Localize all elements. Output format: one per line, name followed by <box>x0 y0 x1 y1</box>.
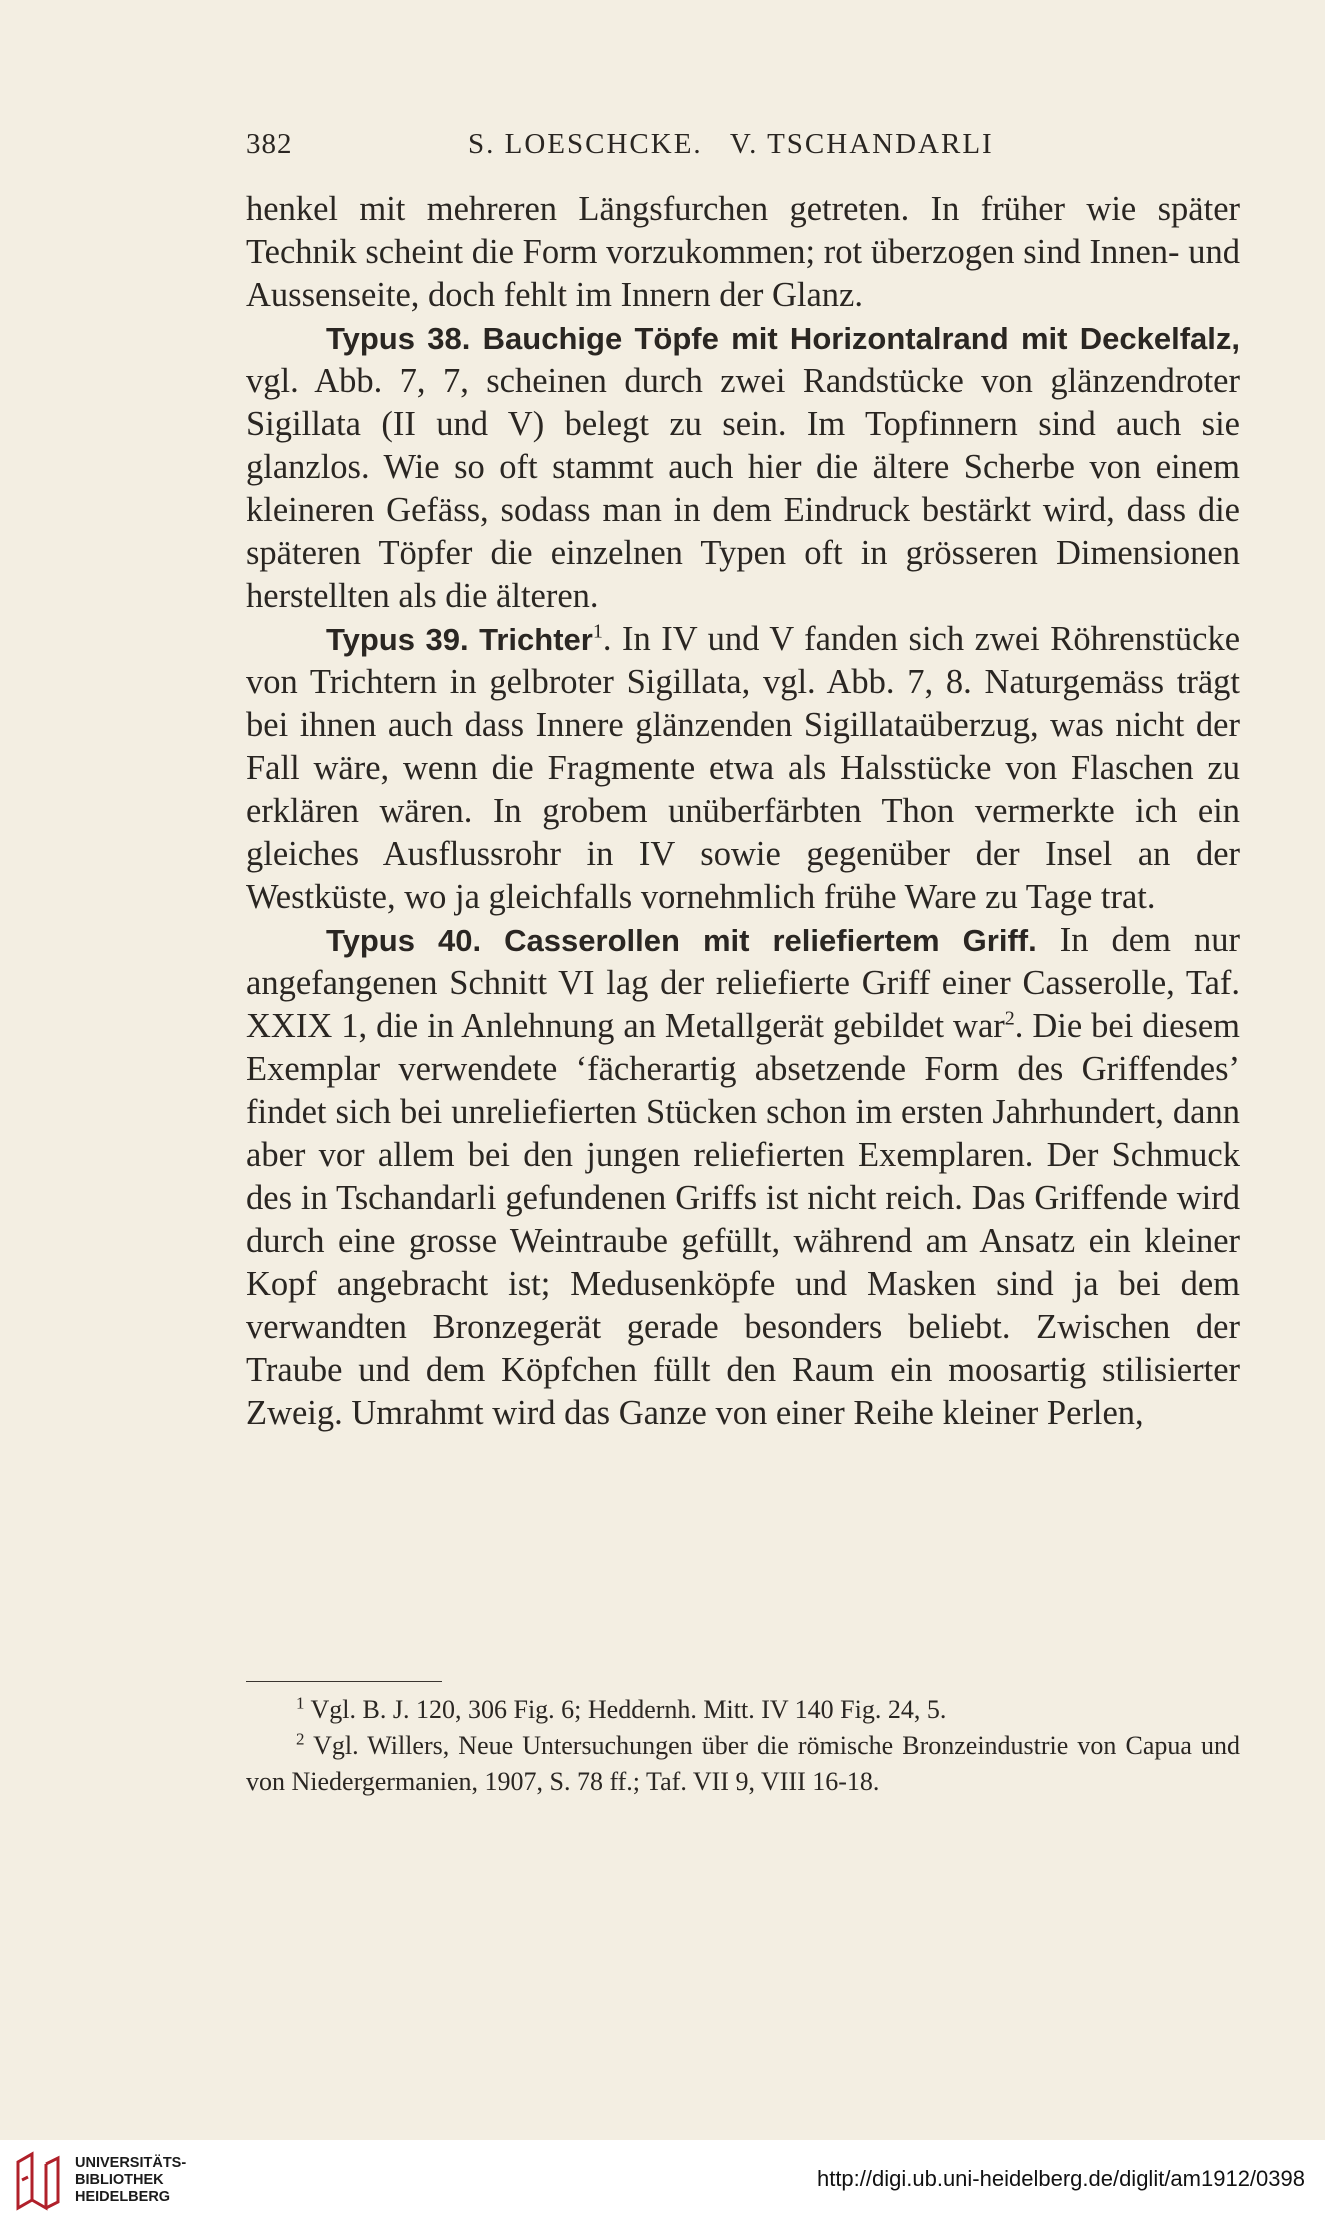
section-heading: Typus 39. Trichter <box>326 622 593 657</box>
source-url-link[interactable]: http://digi.ub.uni-heidelberg.de/diglit/am1912/0398 <box>816 2166 1305 2191</box>
footnote-ref: 1 <box>592 620 603 643</box>
footnote-divider <box>246 1681 442 1682</box>
footnote-1 <box>246 1692 1240 1728</box>
footnote-mark: 1 <box>296 1693 305 1713</box>
paragraph-text: In dem nur angefangenen Schnitt VI lag der reliefierte Griff einer Casserolle, Taf. XXIX 1, die in Anlehnung an Metallgerät gebildet war <box>246 921 1240 1045</box>
paragraph-typus-40 <box>246 919 1240 1435</box>
library-name <box>75 2155 186 2206</box>
paragraph-text: henkel mit mehreren Längsfurchen getreten. In früher wie später Technik scheint die Form vorzukommen; rot überzogen sind Innen- und Aussenseite, doch fehlt im Innern der Glanz. <box>246 190 1240 314</box>
library-name-line: BIBLIOTHEK <box>75 2172 164 2188</box>
footnote-mark: 2 <box>296 1729 305 1749</box>
section-heading: Typus 38. Bauchige Töpfe mit Horizontalrand mit Deckelfalz, <box>326 321 1240 356</box>
paragraph-typus-39 <box>246 618 1240 919</box>
paragraph-typus-38 <box>246 317 1240 618</box>
footnote-text: Vgl. Willers, Neue Untersuchungen über die römische Bronzeindustrie von Capua und von Niedergermanien, 1907, S. 78 ff.; Taf. VII 9, VIII 16-18. <box>246 1731 1240 1796</box>
library-logo-icon <box>12 2150 64 2214</box>
running-title: S. LOESCHCKE. V. TSCHANDARLI <box>468 128 994 160</box>
paragraph-text: . Die bei diesem Exemplar verwendete ‘fächerartig absetzende Form des Griffendes’ findet sich bei unreliefierten Stücken schon im ersten Jahrhundert, dann aber vor allem bei den jungen reliefierten Exemplaren. Der Schmuck des in Tschandarli gefundenen Griffs ist nicht reich. Das Griffende wird durch eine grosse Weintraube gefüllt, während am Ansatz ein kleiner Kopf angebracht ist; Medusenköpfe und Masken sind ja bei dem verwandten Bronzegerät gerade besonders beliebt. Zwischen der Traube und dem Köpfchen füllt den Raum ein moosartig stilisierter Zweig. Umrahmt wird das Ganze von einer Reihe kleiner Perlen, <box>246 1007 1240 1432</box>
footnotes <box>246 1692 1240 1800</box>
library-name-line: HEIDELBERG <box>75 2189 171 2205</box>
body-text <box>246 188 1240 1435</box>
paragraph <box>246 188 1240 317</box>
paragraph-text: . In IV und V fanden sich zwei Röhrenstücke von Trichtern in gelbroter Sigillata, vgl. Abb. 7, 8. Naturgemäss trägt bei ihnen auch dass Innere glänzenden Sigillataüberzug, was nicht der Fall wäre, wenn die Fragmente etwa als Halsstücke von Flaschen zu erklären wären. In grobem unüberfärbten Thon vermerkte ich ein gleiches Ausflussrohr in IV sowie gegenüber der Insel an der Westküste, wo ja gleichfalls vornehmlich frühe Ware zu Tage trat. <box>246 620 1241 916</box>
page-number: 382 <box>246 128 293 160</box>
footnote-text: Vgl. B. J. 120, 306 Fig. 6; Heddernh. Mitt. IV 140 Fig. 24, 5. <box>304 1695 947 1724</box>
paragraph-text: vgl. Abb. 7, 7, scheinen durch zwei Randstücke von glänzendroter Sigillata (II und V) belegt zu sein. Im Topfinnern sind auch sie glanzlos. Wie so oft stammt auch hier die ältere Scherbe von einem kleineren Gefäss, sodass man in dem Eindruck bestärkt wird, dass die späteren Töpfer die einzelnen Typen oft in grösseren Dimensionen herstellten als die älteren. <box>246 362 1240 615</box>
footnote-2 <box>246 1728 1240 1800</box>
section-heading: Typus 40. Casserollen mit reliefiertem Griff. <box>326 923 1037 958</box>
footnote-ref: 2 <box>1004 1007 1015 1030</box>
running-header <box>246 128 1236 168</box>
library-name-line: UNIVERSITÄTS- <box>75 2155 187 2171</box>
library-footer <box>0 2140 1325 2226</box>
